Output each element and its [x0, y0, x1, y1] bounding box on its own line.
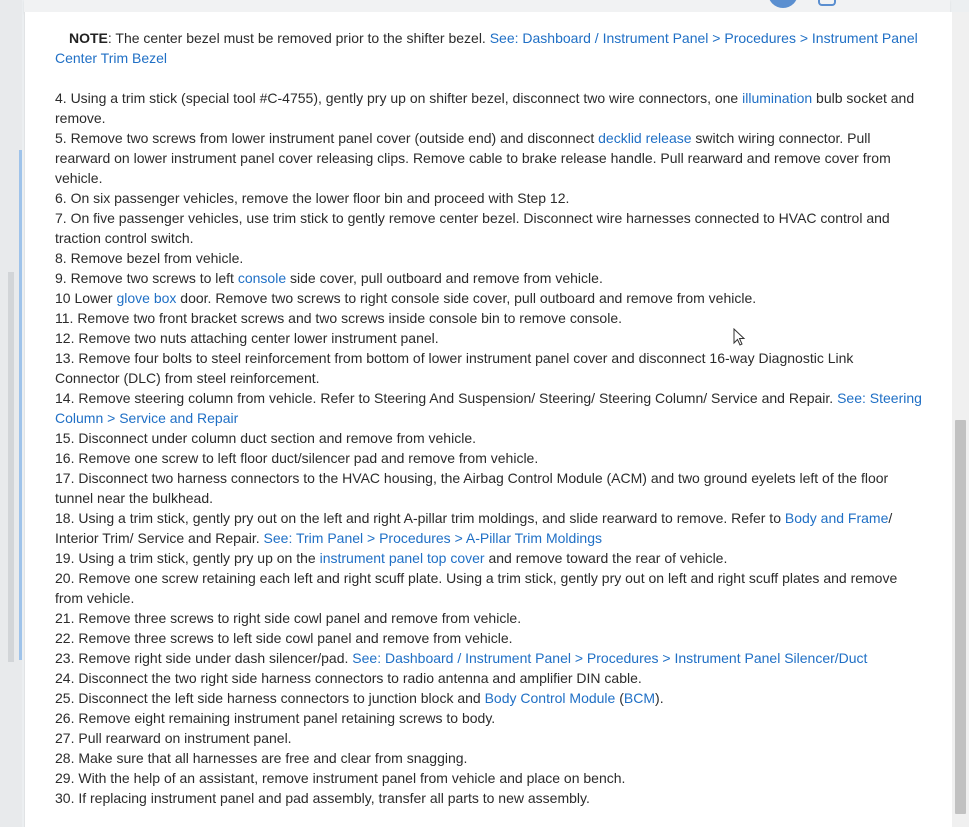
note-line-1	[69, 28, 918, 48]
note-link-center-trim-bezel-cont[interactable]: Center Trim Bezel	[55, 50, 168, 66]
step-8: 8. Remove bezel from vehicle.	[55, 250, 244, 266]
step-5-line-2: rearward on lower instrument panel cover releasing clips. Remove cable to brake release handle. Pull rearward and remove cover from	[55, 150, 891, 166]
circle-button-icon[interactable]	[768, 0, 798, 8]
step-19	[55, 548, 727, 568]
link-bcm[interactable]: BCM	[623, 690, 656, 706]
step-9-text-cont: side cover, pull outboard and remove from vehicle.	[286, 270, 603, 286]
step-19-text-cont: and remove toward the rear of vehicle.	[484, 550, 728, 566]
step-14-line-1	[55, 388, 922, 408]
link-instrument-panel-top-cover[interactable]: instrument panel top cover	[319, 550, 485, 566]
step-11: 11. Remove two front bracket screws and two screws inside console bin to remove console.	[55, 310, 622, 326]
note-text: : The center bezel must be removed prior to the shifter bezel.	[107, 30, 490, 46]
step-12: 12. Remove two nuts attaching center lower instrument panel.	[55, 330, 439, 346]
step-24: 24. Disconnect the two right side harness connectors to radio antenna and amplifier DIN cable.	[55, 670, 642, 686]
link-console[interactable]: console	[237, 270, 287, 286]
step-5-line-1	[55, 128, 871, 148]
step-5-text-cont: switch wiring connector. Pull	[691, 130, 871, 146]
step-4-line-1	[55, 88, 914, 108]
document-icon[interactable]	[818, 0, 836, 6]
step-10	[55, 288, 756, 308]
step-25-text: 25. Disconnect the left side harness connectors to junction block and	[55, 690, 485, 706]
step-22: 22. Remove three screws to left side cowl panel and remove from vehicle.	[55, 630, 513, 646]
step-10-text: 10 Lower	[55, 290, 117, 306]
step-5-line-3: vehicle.	[55, 170, 103, 186]
step-20-line-1: 20. Remove one screw retaining each left and right scuff plate. Using a trim stick, gently pry out on left and right scuff plates and remove	[55, 570, 898, 586]
step-5-text: 5. Remove two screws from lower instrument panel cover (outside end) and disconnect	[55, 130, 599, 146]
note-label: NOTE	[69, 30, 108, 46]
step-28: 28. Make sure that all harnesses are free and clear from snagging.	[55, 750, 468, 766]
step-19-text: 19. Using a trim stick, gently pry up on the	[55, 550, 320, 566]
step-4-text: 4. Using a trim stick (special tool #C-4755), gently pry up on shifter bezel, disconnect two wire connectors, one	[55, 90, 743, 106]
step-4-line-2: remove.	[55, 110, 106, 126]
left-rail	[0, 0, 22, 827]
link-body-and-frame[interactable]: Body and Frame	[784, 510, 889, 526]
step-29: 29. With the help of an assistant, remove instrument panel from vehicle and place on bench.	[55, 770, 626, 786]
step-14-text: 14. Remove steering column from vehicle. Refer to Steering And Suspension/ Steering/ Steering Column/ Service and Repair.	[55, 390, 838, 406]
step-18-text-cont: Interior Trim/ Service and Repair.	[55, 530, 264, 546]
step-18-line-2	[55, 528, 602, 548]
link-body-control-module[interactable]: Body Control Module	[484, 690, 616, 706]
note-line-2	[55, 48, 167, 68]
step-17-line-2: tunnel near the bulkhead.	[55, 490, 214, 506]
step-18-line-1	[55, 508, 892, 528]
step-15: 15. Disconnect under column duct section and remove from vehicle.	[55, 430, 476, 446]
step-13-line-1: 13. Remove four bolts to steel reinforcement from bottom of lower instrument panel cover and disconnect 16-way Diagnostic Link	[55, 350, 854, 366]
step-27: 27. Pull rearward on instrument panel.	[55, 730, 292, 746]
step-9	[55, 268, 603, 288]
step-6: 6. On six passenger vehicles, remove the lower floor bin and proceed with Step 12.	[55, 190, 570, 206]
step-21: 21. Remove three screws to right side cowl panel and remove from vehicle.	[55, 610, 522, 626]
step-25-paren-close: ).	[655, 690, 664, 706]
link-a-pillar-trim[interactable]: See: Trim Panel > Procedures > A-Pillar Trim Moldings	[263, 530, 602, 546]
step-10-text-cont: door. Remove two screws to right console side cover, pull outboard and remove from vehicle.	[176, 290, 757, 306]
step-25-paren-open: (	[615, 690, 624, 706]
left-rail-accent	[19, 150, 22, 660]
link-steering-column[interactable]: See: Steering	[837, 390, 922, 406]
mouse-cursor-icon	[733, 328, 747, 348]
step-18-text: 18. Using a trim stick, gently pry out on the left and right A-pillar trim moldings, and slide rearward to remove. Refer to	[55, 510, 785, 526]
left-rail-bar	[8, 272, 14, 662]
link-silencer-duct[interactable]: See: Dashboard / Instrument Panel > Procedures > Instrument Panel Silencer/Duct	[352, 650, 868, 666]
step-4-text-cont: bulb socket and	[812, 90, 915, 106]
step-23-text: 23. Remove right side under dash silencer/pad.	[55, 650, 353, 666]
step-13-line-2: Connector (DLC) from steel reinforcement.	[55, 370, 320, 386]
step-25	[55, 688, 664, 708]
step-9-text: 9. Remove two screws to left	[55, 270, 238, 286]
step-17-line-1: 17. Disconnect two harness connectors to the HVAC housing, the Airbag Control Module (ACM) and two ground eyelets left of the floor	[55, 470, 889, 486]
step-26: 26. Remove eight remaining instrument panel retaining screws to body.	[55, 710, 496, 726]
step-20-line-2: from vehicle.	[55, 590, 135, 606]
step-23	[55, 648, 867, 668]
link-illumination[interactable]: illumination	[742, 90, 813, 106]
step-18-slash: /	[888, 510, 893, 526]
link-steering-column-cont[interactable]: Column > Service and Repair	[55, 410, 239, 426]
step-14-line-2	[55, 408, 238, 428]
step-7-line-1: 7. On five passenger vehicles, use trim stick to gently remove center bezel. Disconnect wire harnesses connected to HVAC control and	[55, 210, 890, 226]
step-30: 30. If replacing instrument panel and pad assembly, transfer all parts to new assembly.	[55, 790, 590, 806]
link-glove-box[interactable]: glove box	[116, 290, 177, 306]
step-7-line-2: traction control switch.	[55, 230, 194, 246]
note-link-center-trim-bezel[interactable]: See: Dashboard / Instrument Panel > Procedures > Instrument Panel	[489, 30, 918, 46]
link-decklid-release[interactable]: decklid release	[598, 130, 692, 146]
scrollbar-thumb[interactable]	[955, 420, 966, 814]
step-16: 16. Remove one screw to left floor duct/silencer pad and remove from vehicle.	[55, 450, 539, 466]
